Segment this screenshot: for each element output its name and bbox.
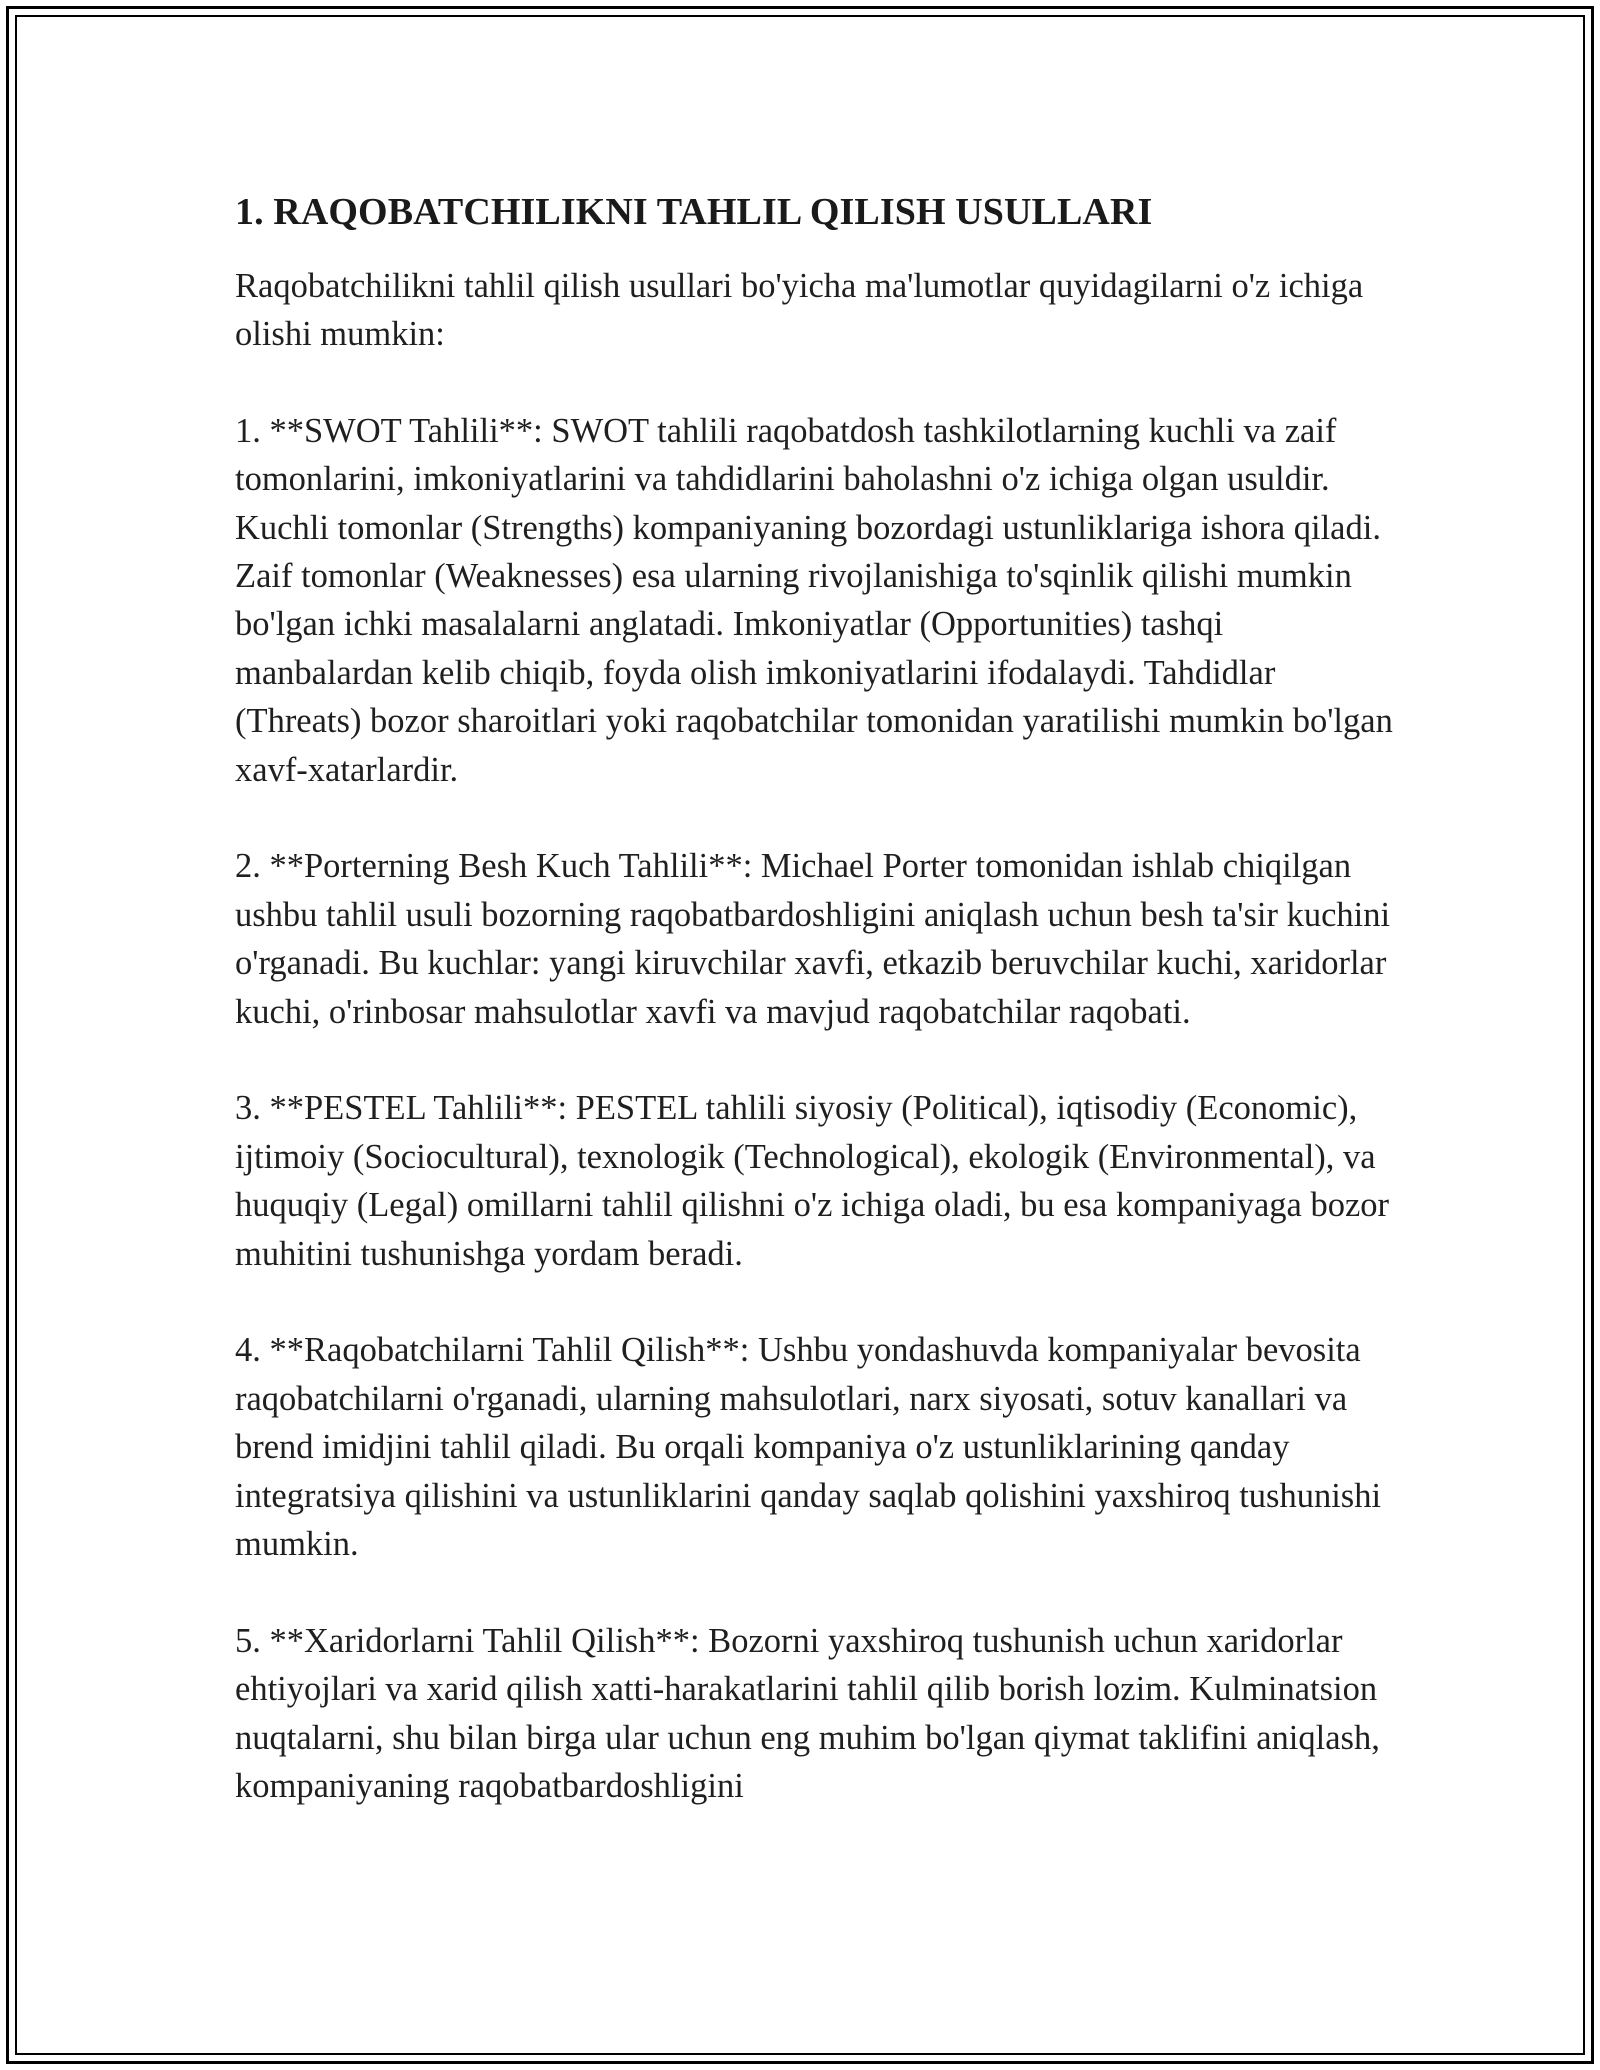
competitor-analysis-paragraph: 4. **Raqobatchilarni Tahlil Qilish**: Ushbu yondashuvda kompaniyalar bevosita raqobatchilarni o'rganadi, ularning mahsulotlari, narx siyosati, sotuv kanallari va brend imidjini tahlil qiladi. Bu orqali kompaniya o'z ustunliklarining qanday integratsiya qilishini va ustunliklarini qanday saqlab qolishini yaxshiroq tushunishi mumkin.	[235, 1331, 1382, 1564]
porter-paragraph: 2. **Porterning Besh Kuch Tahlili**: Michael Porter tomonidan ishlab chiqilgan ushbu tahlil usuli bozorning raqobatbardoshligini aniqlash uchun besh ta'sir kuchini o'rganadi. Bu kuchlar: yangi kiruvchilar xavfi, etkazib beruvchilar kuchi, xaridorlar kuchi, o'rinbosar mahsulotlar xavfi va mavjud raqobatchilar raqobati.	[235, 847, 1391, 1031]
intro-paragraph: Raqobatchilikni tahlil qilish usullari bo'yicha ma'lumotlar quyidagilarni o'z ichiga olishi mumkin:	[235, 266, 1364, 353]
document-body	[229, 180, 1393, 1859]
swot-paragraph: 1. **SWOT Tahlili**: SWOT tahlili raqobatdosh tashkilotlarning kuchli va zaif tomonlarini, imkoniyatlarini va tahdidlarini baholashni o'z ichiga olgan usuldir. Kuchli tomonlar (Strengths) kompaniyaning bozordagi ustunliklariga ishora qiladi. Zaif tomonlar (Weaknesses) esa ularning rivojlanishiga to'sqinlik qilishi mumkin bo'lgan ichki masalalarni anglatadi. Imkoniyatlar (Opportunities) tashqi manbalardan kelib chiqib, foyda olish imkoniyatlarini ifodalaydi. Tahdidlar (Threats) bozor sharoitlari yoki raqobatchilar tomonidan yaratilishi mumkin bo'lgan xavf-xatarlardir.	[235, 411, 1393, 789]
customer-analysis-paragraph: 5. **Xaridorlarni Tahlil Qilish**: Bozorni yaxshiroq tushunish uchun xaridorlar ehtiyojlari va xarid qilish xatti-harakatlarini tahlil qilib borish lozim. Kulminatsion nuqtalarni, shu bilan birga ular uchun eng muhim bo'lgan qiymat taklifini aniqlash, kompaniyaning raqobatbardoshligini	[235, 1621, 1380, 1806]
pestel-paragraph: 3. **PESTEL Tahlili**: PESTEL tahlili siyosiy (Political), iqtisodiy (Economic), ijtimoiy (Sociocultural), texnologik (Technological), ekologik (Environmental), va huquqiy (Legal) omillarni tahlil qilishni o'z ichiga oladi, bu esa kompaniyaga bozor muhitini tushunishga yordam beradi.	[235, 1089, 1390, 1273]
section-heading: 1. RAQOBATCHILIKNI TAHLIL QILISH USULLARI	[235, 191, 1153, 233]
